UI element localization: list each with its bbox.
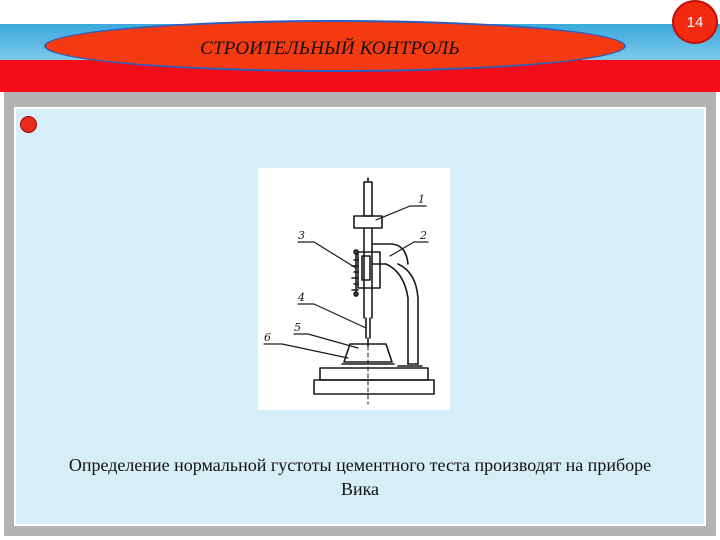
- page-number-badge: [672, 0, 718, 44]
- vicat-apparatus-drawing: [258, 168, 450, 410]
- callout-1: 1: [418, 193, 425, 206]
- callout-6: 6: [264, 331, 271, 344]
- caption-text: [24, 453, 696, 501]
- caption-line-1: Определение нормальной густоты цементного теста производят на приборе: [68, 455, 652, 475]
- vicat-apparatus-figure: [258, 168, 450, 410]
- title-ellipse: [44, 20, 626, 72]
- callout-5: 5: [294, 321, 301, 334]
- callout-2: 2: [420, 229, 427, 242]
- bullet-dot-icon: [20, 116, 37, 133]
- slide-title: СТРОИТЕЛЬНЫЙ КОНТРОЛЬ: [200, 38, 460, 59]
- caption-line-2: Вика: [340, 479, 380, 499]
- page-number: 14: [686, 13, 704, 31]
- callout-4: 4: [298, 291, 305, 304]
- callout-3: 3: [298, 229, 305, 242]
